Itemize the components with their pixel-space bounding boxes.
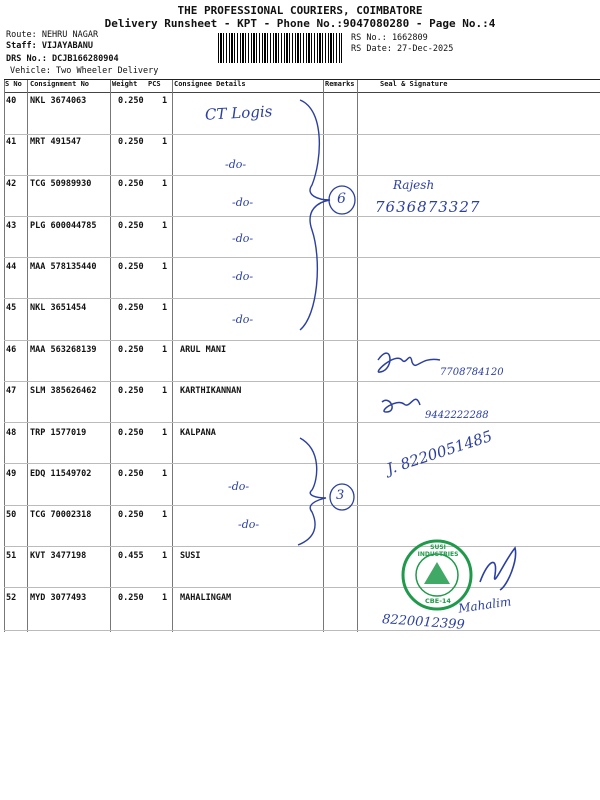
col-header-seal: Seal & Signature: [380, 80, 448, 88]
handwritten-kalpana-sig: J. 8220051485: [384, 426, 495, 478]
rs-date: RS Date: 27-Dec-2025: [351, 44, 454, 54]
row-pcs: 1: [162, 137, 168, 147]
row-consignment: MYD 3077493: [30, 593, 87, 603]
row-sno: 43: [6, 221, 17, 231]
route-label: Route: NEHRU NAGAR: [6, 30, 99, 40]
row-weight: 0.250: [118, 469, 144, 479]
row-consignee: ARUL MANI: [180, 345, 227, 355]
stamp-emblem: [424, 562, 450, 584]
row-sno: 50: [6, 510, 17, 520]
signature-stroke: [382, 399, 420, 412]
row-consignee: KALPANA: [180, 428, 216, 438]
handwritten-arul-phone: 7708784120: [440, 367, 504, 378]
row-weight: 0.250: [118, 510, 144, 520]
stamp-city-text: CBE-14: [425, 597, 451, 605]
row-sno: 41: [6, 137, 17, 147]
staff-label: Staff: VIJAYABANU: [6, 41, 93, 51]
row-weight: 0.455: [118, 551, 144, 561]
row-pcs: 1: [162, 510, 168, 520]
col-header-consignee: Consignee Details: [174, 80, 246, 88]
handwritten-ditto: -do-: [232, 313, 254, 326]
row-consignee: SUSI: [180, 551, 201, 561]
handwritten-ditto: -do-: [232, 232, 254, 245]
col-header-consignment: Consignment No: [30, 80, 90, 88]
handwritten-count-six: 6: [337, 191, 346, 207]
row-weight: 0.250: [118, 593, 144, 603]
row-consignment: MAA 578135440: [30, 262, 97, 272]
row-consignment: TCG 70002318: [30, 510, 92, 520]
handwritten-rajesh-name: Rajesh: [393, 178, 435, 192]
row-weight: 0.250: [118, 386, 144, 396]
row-pcs: 1: [162, 262, 168, 272]
col-header-sno: S No: [5, 80, 22, 88]
row-weight: 0.250: [118, 345, 144, 355]
row-pcs: 1: [162, 345, 168, 355]
row-pcs: 1: [162, 593, 168, 603]
row-sno: 44: [6, 262, 17, 272]
stamp-company-text: SUSI INDUSTRIES: [417, 544, 459, 558]
bracket-stroke: [300, 100, 330, 330]
handwritten-mahalingam-sig: Mahalim: [457, 594, 513, 616]
row-pcs: 1: [162, 179, 168, 189]
row-pcs: 1: [162, 221, 168, 231]
row-consignment: NKL 3651454: [30, 303, 87, 313]
handwritten-ditto: -do-: [232, 270, 254, 283]
drs-label: DRS No.: DCJB166280904: [6, 54, 119, 64]
row-pcs: 1: [162, 386, 168, 396]
row-sno: 52: [6, 593, 17, 603]
handwritten-mahalingam-phone: 8220012399: [381, 612, 466, 633]
row-weight: 0.250: [118, 428, 144, 438]
bracket-stroke: [298, 438, 326, 545]
runsheet-subtitle: Delivery Runsheet - KPT - Phone No.:9047080280 - Page No.:4: [104, 17, 496, 30]
handwritten-count-three: 3: [336, 488, 345, 503]
row-weight: 0.250: [118, 221, 144, 231]
row-pcs: 1: [162, 303, 168, 313]
row-sno: 45: [6, 303, 17, 313]
row-sno: 48: [6, 428, 17, 438]
handwritten-ditto: -do-: [225, 158, 247, 171]
company-title: THE PROFESSIONAL COURIERS, COIMBATORE: [177, 4, 423, 17]
row-consignee: MAHALINGAM: [180, 593, 232, 603]
col-header-pcs: PCS: [148, 80, 161, 88]
row-consignment: KVT 3477198: [30, 551, 87, 561]
row-pcs: 1: [162, 469, 168, 479]
row-weight: 0.250: [118, 179, 144, 189]
row-consignment: SLM 385626462: [30, 386, 97, 396]
row-weight: 0.250: [118, 303, 144, 313]
row-consignment: PLG 600044785: [30, 221, 97, 231]
row-sno: 51: [6, 551, 17, 561]
row-consignment: MRT 491547: [30, 137, 82, 147]
handwritten-ct-logis: CT Logis: [204, 102, 273, 124]
row-sno: 46: [6, 345, 17, 355]
rs-number: RS No.: 1662809: [351, 33, 428, 43]
row-sno: 42: [6, 179, 17, 189]
row-weight: 0.250: [118, 262, 144, 272]
row-consignment: MAA 563268139: [30, 345, 97, 355]
row-pcs: 1: [162, 551, 168, 561]
row-consignment: TRP 1577019: [30, 428, 87, 438]
row-pcs: 1: [162, 428, 168, 438]
row-sno: 47: [6, 386, 17, 396]
handwritten-ditto: -do-: [228, 480, 250, 493]
col-header-weight: Weight: [112, 80, 138, 88]
signature-stroke: [480, 548, 516, 590]
row-weight: 0.250: [118, 137, 144, 147]
handwritten-rajesh-phone: 7636873327: [375, 198, 481, 216]
row-consignee: KARTHIKANNAN: [180, 386, 242, 396]
handwritten-ditto: -do-: [238, 518, 260, 531]
row-sno: 49: [6, 469, 17, 479]
handwritten-karthi-phone: 9442222288: [425, 410, 489, 421]
col-header-remarks: Remarks: [325, 80, 355, 88]
row-consignment: EDQ 11549702: [30, 469, 92, 479]
row-consignment: NKL 3674063: [30, 96, 87, 106]
vehicle-label: Vehicle: Two Wheeler Delivery: [10, 66, 159, 76]
row-pcs: 1: [162, 96, 168, 106]
row-consignment: TCG 50989930: [30, 179, 92, 189]
row-weight: 0.250: [118, 96, 144, 106]
handwritten-ditto: -do-: [232, 196, 254, 209]
row-sno: 40: [6, 96, 17, 106]
